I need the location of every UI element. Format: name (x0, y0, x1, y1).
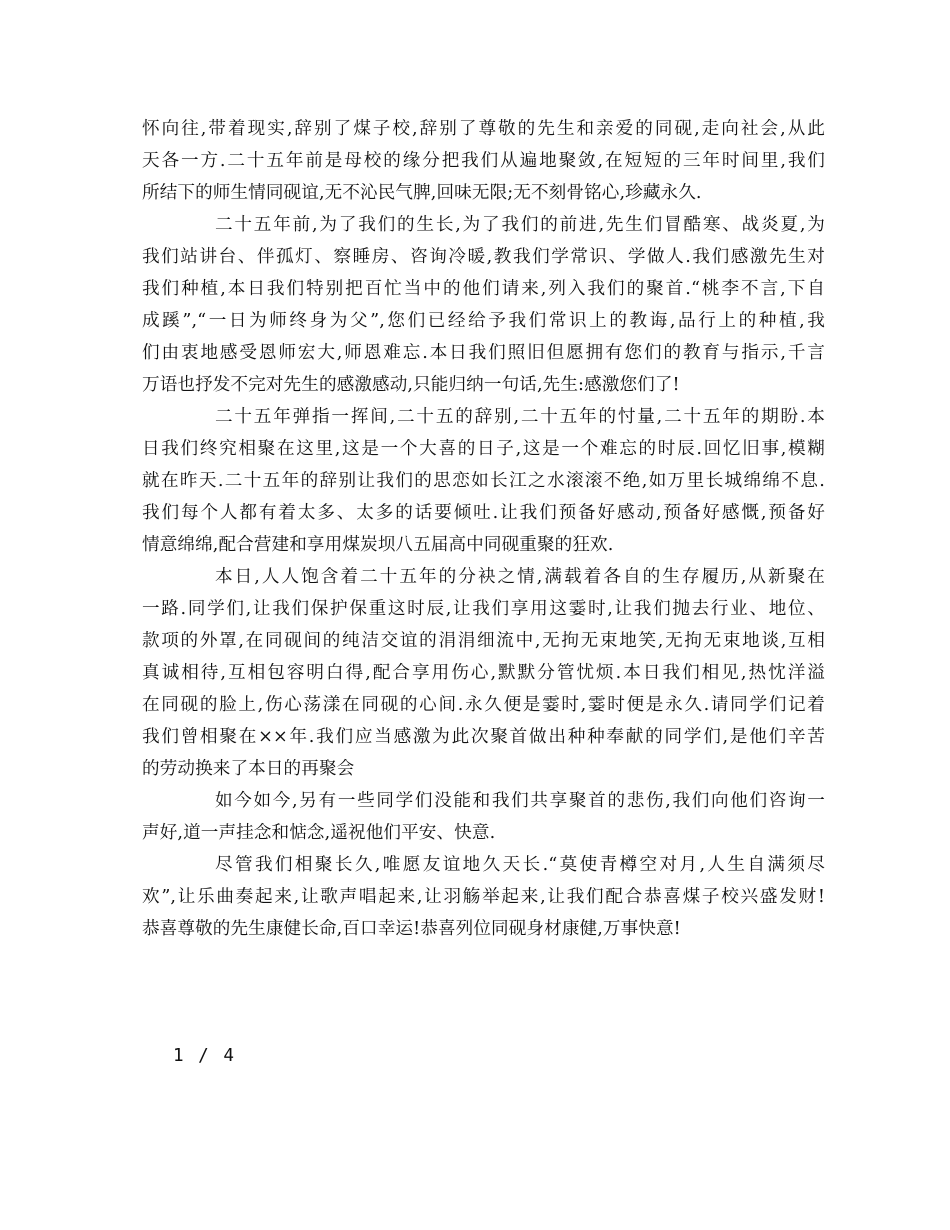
paragraph-line: 本日,人人饱含着二十五年的分袂之情,满载着各自的生存履历,从新聚在 (215, 567, 825, 587)
paragraph-line: 声好,道一声挂念和惦念,遥祝他们平安、快意. (142, 823, 496, 843)
paragraph-line: 一路.同学们,让我们保护保重这时辰,让我们享用这霎时,让我们抛去行业、地位、 (142, 599, 825, 619)
paragraph (142, 209, 825, 401)
paragraph-line: 们由衷地感受恩师宏大,师恩难忘.本日我们照旧但愿拥有您们的教育与指示,千言 (142, 343, 825, 363)
paragraph (142, 113, 825, 209)
paragraph-line: 怀向往,带着现实,辞别了煤子校,辞别了尊敬的先生和亲爱的同砚,走向社会,从此 (142, 119, 825, 139)
paragraph-line: 恭喜尊敬的先生康健长命,百口幸运!恭喜列位同砚身材康健,万事快意! (142, 919, 681, 939)
paragraph-line: 二十五年前,为了我们的生长,为了我们的前进,先生们冒酷寒、战炎夏,为 (215, 215, 825, 235)
paragraph-line: 我们种植,本日我们特别把百忙当中的他们请来,列入我们的聚首.“桃李不言,下自 (142, 279, 825, 299)
paragraph-line: 我们曾相聚在××年.我们应当感激为此次聚首做出种种奉献的同学们,是他们辛苦 (142, 727, 825, 747)
paragraph (142, 849, 825, 945)
paragraph-line: 我们站讲台、伴孤灯、察睡房、咨询冷暖,教我们学常识、学做人.我们感激先生对 (142, 247, 825, 267)
paragraph (142, 561, 825, 785)
paragraph (142, 785, 825, 849)
paragraph-line: 成蹊”,“一日为师终身为父”,您们已经给予我们常识上的教诲,品行上的种植,我 (142, 311, 825, 331)
paragraph-line: 欢”,让乐曲奏起来,让歌声唱起来,让羽觞举起来,让我们配合恭喜煤子校兴盛发财! (142, 887, 825, 907)
paragraph-line: 款项的外罩,在同砚间的纯洁交谊的涓涓细流中,无拘无束地笑,无拘无束地谈,互相 (142, 631, 825, 651)
paragraph-line: 如今如今,另有一些同学们没能和我们共享聚首的悲伤,我们向他们咨询一 (215, 791, 825, 811)
paragraph-line: 万语也抒发不完对先生的感激感动,只能归纳一句话,先生:感激您们了! (142, 375, 680, 395)
paragraph-line: 尽管我们相聚长久,唯愿友谊地久天长.“莫使青樽空对月,人生自满须尽 (215, 855, 825, 875)
page-number: 1 / 4 (173, 1046, 236, 1066)
paragraph-line: 二十五年弹指一挥间,二十五的辞别,二十五年的忖量,二十五年的期盼.本 (215, 407, 825, 427)
paragraph-line: 的劳动换来了本日的再聚会 (142, 759, 355, 779)
paragraph (142, 401, 825, 561)
paragraph-line: 在同砚的脸上,伤心荡漾在同砚的心间.永久便是霎时,霎时便是永久.请同学们记着 (142, 695, 825, 715)
paragraph-line: 就在昨天.二十五年的辞别让我们的思恋如长江之水滚滚不绝,如万里长城绵绵不息. (142, 471, 825, 491)
paragraph-line: 日我们终究相聚在这里,这是一个大喜的日子,这是一个难忘的时辰.回忆旧事,模糊 (142, 439, 825, 459)
paragraph-line: 天各一方.二十五年前是母校的缘分把我们从遍地聚敛,在短短的三年时间里,我们 (142, 151, 825, 171)
paragraph-line: 情意绵绵,配合营建和享用煤炭坝八五届高中同砚重聚的狂欢. (142, 535, 614, 555)
paragraph-line: 我们每个人都有着太多、太多的话要倾吐.让我们预备好感动,预备好感慨,预备好 (142, 503, 825, 523)
body-text (142, 113, 825, 945)
paragraph-line: 所结下的师生情同砚谊,无不沁民气脾,回味无限;无不刻骨铭心,珍藏永久. (142, 183, 702, 203)
paragraph-line: 真诚相待,互相包容明白得,配合享用伤心,默默分管忧烦.本日我们相见,热忱洋溢 (142, 663, 825, 683)
